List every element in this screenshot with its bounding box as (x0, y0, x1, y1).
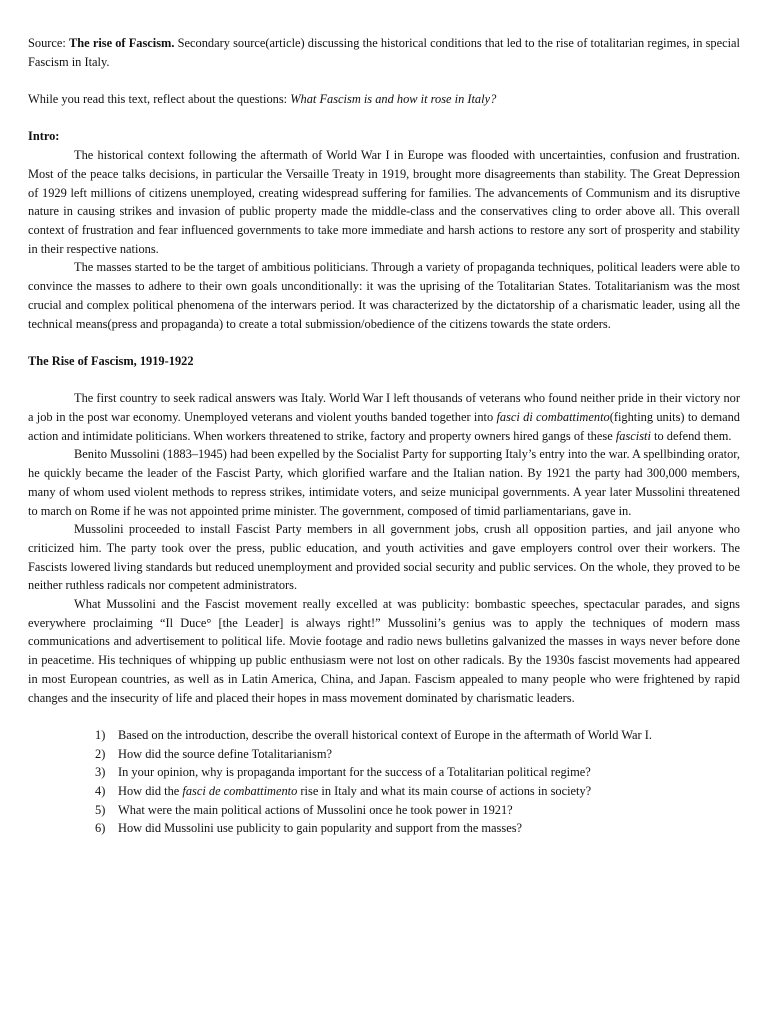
reflect-text: While you read this text, reflect about the questions: (28, 92, 288, 107)
rise-paragraph-1 (28, 389, 740, 445)
rise-p1-text-c: to defend them. (654, 428, 732, 443)
intro-heading: Intro: (28, 129, 60, 144)
question-item (28, 745, 740, 764)
question-number: 1) (95, 727, 106, 742)
question-italic: fasci de combattimento (182, 784, 298, 799)
intro-paragraph-1: The historical context following the aftermath of World War I in Europe was flooded with uncertainties, confusion and frustration. Most of the peace talks decisions, in particular the Versaille Treaty in 1919, brought more disagreements than stability. The Great Depression of 1929 left millions of citizens unemployed, creating widespread suffering for families. The advancements of Communism and its disruptive nature in causing strikes and invasion of public property made the middle-class and the conservatives cling to order above all. This overall context of frustration and fear influenced governments to take more immediate and harsh actions to restore any sort of prosperity and stability in their respective nations. (28, 148, 740, 256)
source-label: Source: (28, 36, 66, 50)
rise-p1-text-b: (fighting units) to demand action and intimidate politicians. When workers threatened to strike, factory and property owners hired gangs of these (28, 410, 740, 443)
question-text-b: rise in Italy and what its main course of actions in society? (300, 784, 592, 799)
rise-p1-italic-2: fascisti (615, 428, 651, 443)
rise-paragraph-3: Mussolini proceeded to install Fascist Party members in all government jobs, crush all opposition parties, and jail anyone who criticized him. The party took over the press, public education, and youth activities and gave employers control over their workers. The Fascists lowered living standards but reduced unemployment and provided social security and public services. On the whole, they proved to be neither ruthless radicals nor competent administrators. (28, 522, 740, 593)
reflect-question: What Fascism is and how it rose in Italy? (290, 92, 497, 107)
source-title: The rise of Fascism. (69, 36, 175, 50)
questions-list (28, 726, 740, 838)
question-text-a: How did the (118, 784, 180, 799)
question-text: How did Mussolini use publicity to gain popularity and support from the masses? (118, 821, 523, 836)
rise-paragraph-4: What Mussolini and the Fascist movement really excelled at was publicity: bombastic speeches, spectacular parades, and signs everywhere proclaiming “Il Duce° [the Leader] is always right!” Mussolini’s genius was to apply the techniques of modern mass communications and advertisement to political life. Movie footage and radio news bulletins galvanized the masses in ways never before done in peacetime. His techniques of whipping up public enthusiasm were not lost on other radicals. By the 1930s fascist movements had appeared in most European countries, as well as in Latin America, China, and Japan. Fascism appealed to many people who were frightened by rapid changes and the insecurity of life and placed their hopes in mass movement dominated by charismatic leaders. (28, 597, 740, 705)
question-number: 6) (95, 821, 106, 836)
question-item (28, 801, 740, 820)
rise-p1-text-a: The first country to seek radical answers was Italy. World War I left thousands of veterans who found neither pride in their victory nor a job in the post war economy. Unemployed veterans and violent youths banded together into (28, 391, 740, 424)
question-item (28, 763, 740, 782)
question-item (28, 726, 740, 745)
rise-paragraph-2: Benito Mussolini (1883–1945) had been expelled by the Socialist Party for supporting Italy’s entry into the war. A spellbinding orator, he quickly became the leader of the Fascist Party, which glorified warfare and the Italian nation. By 1921 the party had 300,000 members, many of whom used violent methods to repress strikes, intimidate voters, and seize municipal governments. A year later Mussolini threatened to march on Rome if he was not appointed prime minister. The government, composed of timid parliamentarians, gave in. (28, 447, 740, 518)
question-number: 2) (95, 746, 106, 761)
intro-paragraph-2: The masses started to be the target of ambitious politicians. Through a variety of propaganda techniques, political leaders were able to convince the masses to adhere to their own goals unconditionally: it was the uprising of the Totalitarian States. Totalitarianism was the most crucial and complex political phenomena of the interwars period. It was characterized by the dictatorship of a charismatic leader, using all the technical means(press and propaganda) to create a total submission/obedience of the citizens towards the state orders. (28, 260, 740, 331)
rise-p1-italic-1: fasci di combattimento (496, 410, 610, 424)
document-page (28, 34, 740, 838)
question-item (28, 782, 740, 801)
question-text: In your opinion, why is propaganda important for the success of a Totalitarian political regime? (118, 765, 591, 780)
reflect-line (28, 90, 740, 109)
rise-heading: The Rise of Fascism, 1919-1922 (28, 353, 194, 368)
question-number: 5) (95, 802, 106, 817)
question-text: How did the source define Totalitarianism? (118, 746, 332, 761)
question-text: Based on the introduction, describe the overall historical context of Europe in the aftermath of World War I. (118, 727, 652, 742)
question-number: 3) (95, 765, 106, 780)
source-description: Secondary source(article) discussing the historical conditions that led to the rise of totalitarian regimes, in special Fascism in Italy. (28, 36, 740, 69)
question-item (28, 819, 740, 838)
question-text: What were the main political actions of Mussolini once he took power in 1921? (118, 802, 513, 817)
source-line (28, 34, 740, 71)
question-number: 4) (95, 784, 106, 799)
